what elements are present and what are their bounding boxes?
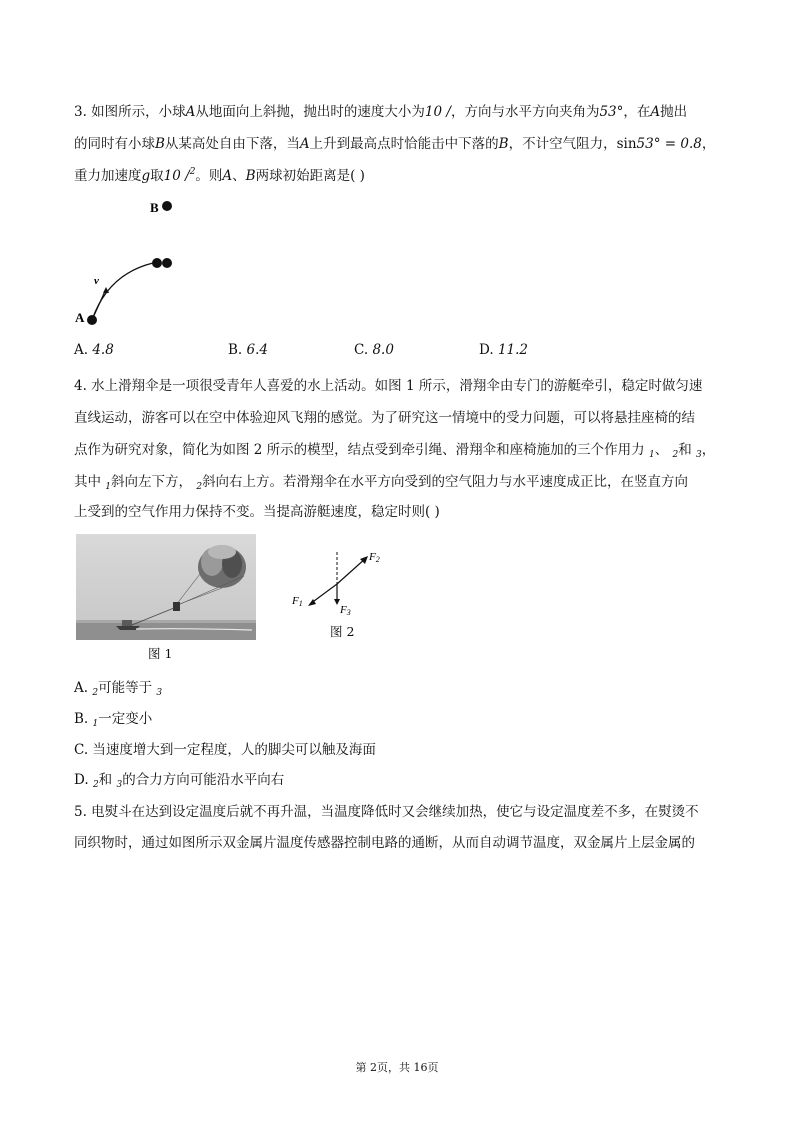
q4-line-3: 点作为研究对象，简化为如图 2 所示的模型，结点受到牵引绳、滑翔伞和座椅施加的三个作用力 $_1$、 $_2$和 $_3$， [74,442,716,460]
f1-label: F1 [292,595,303,608]
trajectory-curve [92,263,153,320]
force-f2-arrow [337,558,366,584]
page-footer: 第 2页，共 16页 [355,1061,439,1074]
q3-option-a[interactable]: A. 4.8 [74,342,114,358]
q3-line-3: 重力加速度g取10 /$^2$。则A、B两球初始距离是( ) [74,167,365,184]
figure-1-caption: 图 1 [148,646,173,661]
ball-a-top [152,258,162,268]
q3-projectile-figure [70,192,200,332]
f3-label: F3 [340,604,351,617]
q3-option-b[interactable]: B. 6.4 [228,342,268,358]
q3-line-2: 的同时有小球B从某高处自由下落，当A上升到最高点时恰能击中下落的B，不计空气阻力，sin53° = 0.8， [74,136,716,152]
force-diagram [288,546,388,622]
q5-line-2: 同织物时，通过如图所示双金属片温度传感器控制电路的通断，从而自动调节温度，双金属片上层金属的 [74,835,695,851]
q4-line-4: 其中 $_1$斜向左下方， $_2$斜向右上方。若滑翔伞在水平方向受到的空气阻力与水平速度成正比，在竖直方向 [74,474,689,492]
q4-line-5: 上受到的空气作用力保持不变。当提高游艇速度，稳定时则( ) [74,504,440,520]
q4-option-a[interactable]: A. $_2$可能等于 $_3$ [74,680,163,698]
q4-line-2: 直线运动，游客可以在空中体验迎风飞翔的感觉。为了研究这一情境中的受力问题，可以将悬挂座椅的结 [74,410,695,426]
q3-option-d[interactable]: D. 11.2 [479,342,528,358]
q4-option-b[interactable]: B. $_1$一定变小 [74,711,153,729]
ball-a-label: A [75,310,85,325]
ball-b-top [162,258,172,268]
velocity-arrow [92,289,106,320]
ball-b-label: B [150,200,159,215]
figure-2-caption: 图 2 [330,624,355,639]
ball-a [87,315,97,325]
f2-label: F2 [369,551,380,564]
ball-b [162,201,172,211]
q4-option-c[interactable]: C. 当速度增大到一定程度，人的脚尖可以触及海面 [74,742,376,758]
q4-line-1: 4. 水上滑翔伞是一项很受青年人喜爱的水上活动。如图 1 所示，滑翔伞由专门的游艇牵引，稳定时做匀速 [74,378,703,394]
parasail-photo [76,534,256,640]
q4-option-d[interactable]: D. $_2$和 $_3$的合力方向可能沿水平向右 [74,772,285,790]
velocity-label: v [94,275,99,287]
q3-line-1: 3. 如图所示，小球A从地面向上斜抛，抛出时的速度大小为10 /，方向与水平方向夹角为53°，在A抛出 [74,104,688,120]
q5-line-1: 5. 电熨斗在达到设定温度后就不再升温，当温度降低时又会继续加热，使它与设定温度差不多，在熨烫不 [74,804,699,820]
q3-option-c[interactable]: C. 8.0 [354,342,394,358]
